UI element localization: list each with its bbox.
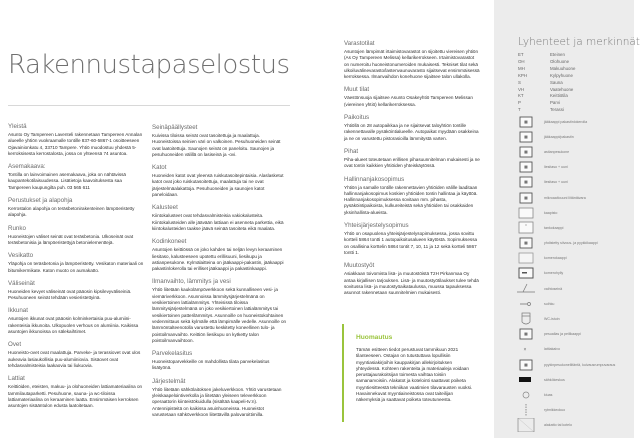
abbreviation-key: KT	[518, 93, 524, 99]
section-heading: Runko	[8, 224, 26, 232]
section-text: Kuivissa tiloissa seinät ovat tasoitettuja ja maalattuja. Huoneistoissa seinien väri on valkoinen. Pesuhuoneiden seinät ovat laatoitettuja. Saunojen seinät on paneloitu. Saunojen ja pesuhuoneiden välillä on lasiseinä ja -ovi.	[152, 133, 281, 157]
section-heading: Katot	[152, 164, 167, 172]
section	[152, 378, 288, 418]
legend-label: astianpesukone	[544, 149, 570, 154]
legend-label: pyykinpesukoneliitäntä, kuivausrumpuvaraus	[544, 362, 616, 367]
legend-item	[516, 175, 615, 190]
section-text: Keittiöiden, eteisten, makuu- ja olohuoneiden lattiamateriaalina on tammilautaparketti. Pesuhuone, sauna- ja wc-tiloissa lattiamateriaalina on keraaminen laatta. Ensimmäisen kerroksen asuntojen sisääntulon edusta laatoitetaan.	[8, 384, 143, 409]
legend-item	[516, 236, 615, 251]
dishwasher-icon	[516, 145, 536, 159]
section-text: Asuntojen lämpimät irtaimistovarastot on sijoitettu viereisen yhtiön (As Oy Tampereen Melissa) kellarikerrokseen. Irtaimistovarastot on numeroitu huoneistonumeroiden mukaisesti. Tekniset tilat sekä ulkoiluvälinevarasto/lastenvaunuvarasto sijaitsevat ensimmäisessä kerroksessa. Ilmanvaihdon konehuone sijaitsee talon ullakolla.	[344, 49, 480, 80]
legend-label: alakatto tai kotelo	[544, 423, 572, 428]
legend-item	[516, 296, 615, 311]
abbreviation-value: Eteinen	[550, 52, 565, 57]
section-heading: Vesikatto	[8, 252, 34, 260]
legend-item	[516, 114, 615, 129]
abbreviation-row	[518, 100, 575, 107]
legend-item	[516, 372, 615, 387]
svg-text:▦: ▦	[524, 194, 528, 200]
section-text: Asuntojen ikkunat ovat pääosin kolminkertaisia puu-alumiini-rakenteisia ikkunoita. Ulkopuolen verhous on alumiinia. Kaikissa asuntojen ikkunoissa on sälekaihtimet.	[8, 316, 139, 335]
legend-item	[516, 357, 615, 372]
legend-label: vaihtoseinä	[544, 286, 563, 291]
fridge-freezer-icon	[516, 115, 536, 129]
page-title: Rakennustapaselostus	[8, 50, 290, 80]
svg-text:▦: ▦	[524, 118, 528, 124]
legend-label: sähkökeskus	[544, 377, 565, 382]
cabinet-icon	[516, 206, 536, 220]
section-text: Yhtiö liitetään kaukolämpöverkkoon sekä kunnalliseen vesi- ja viemäriverkkoon. Asunnoissa lämmitysjärjestelmänä on vesikiertoinen lattialämmitys. Yhteisissä tiloissa lämmitysjärjestelmänä on joko vesikiertoinen lattialämmitys tai vesikiertoinen patterilämmitys. Asunnoille on huoneistokohtainen vedenmittaus sekä kylmälle että lämpimälle vedelle. Asunnoille on lämmöntalteenotolla varustettu keskitetty koneellinen tulo- ja poistoilmanvaihto. Keittiön liesikupu on kytketty talon poistoilmanvaihtoon.	[152, 287, 287, 343]
column-1	[8, 123, 144, 415]
fireplace-icon	[516, 388, 536, 402]
abbreviation-key: ET	[518, 52, 524, 57]
stove-oven-alt-icon	[516, 175, 536, 189]
abbreviation-row	[518, 59, 575, 66]
section	[8, 307, 144, 335]
section-text: Yläpohja on teräsbetonia ja lämpöeristetty. Vesikaton materiaali on bitumikermikate. Katon muoto on aumakatto.	[8, 261, 144, 273]
abbreviation-row	[518, 87, 575, 94]
legend-item	[516, 129, 615, 144]
stove-oven-icon	[516, 160, 536, 174]
legend-label: liesitaso + uuni	[544, 180, 568, 185]
floor-drain-icon	[516, 342, 536, 356]
svg-text:▦: ▦	[524, 240, 528, 246]
abbreviation-key: T	[518, 107, 521, 113]
section-heading: Pihat	[344, 147, 359, 155]
svg-text:▦: ▦	[524, 164, 528, 170]
abbreviation-key: KPH	[518, 72, 528, 78]
legend-label: suihku	[544, 301, 555, 306]
abbreviation-value: Sauna	[550, 79, 563, 85]
legend-label: mikroaaltouuni liitäntävara	[544, 195, 586, 200]
section-heading: Järjestelmät	[152, 377, 186, 385]
svg-text:▦: ▦	[524, 361, 528, 367]
legend-item	[516, 281, 615, 296]
abbreviation-value: Makuuhuone	[550, 65, 576, 71]
svg-text:▦: ▦	[524, 179, 528, 185]
washer-dryer-icon	[516, 236, 536, 250]
legend-item	[516, 220, 615, 235]
title-divider	[8, 105, 290, 106]
section-heading: Kalusteet	[152, 204, 178, 212]
wardrobe-shelf-icon	[516, 266, 536, 280]
legend-item	[516, 418, 615, 433]
lowered-ceiling-icon	[516, 418, 536, 432]
section-heading: Yleistä	[8, 123, 27, 130]
note-text: Tämän esitteen tiedot perustuvat tammikuun 2021 tilanteeseen. Ostajan on tutustuttava lopullisiin myyntiasiakirjoihin kauppakirjan allekirjoituksen yhteydessä. Kohteen rakenteita ja materiaaleja voidaan perustajaurakoitsijan toimesta vaihtaa toisiin samanarvoisiin. Alakatot ja kotelointi saattavat poiketa myyntiesitteestä tekniikan vaatimien tilavarausten vuoksi. Havainnekuvat myyntiaineistossa ovat taiteilijan näkemyksiä ja saattavat poiketa toteutuneesta.	[356, 347, 473, 403]
legend-label: komerohylly	[544, 271, 564, 276]
section	[8, 123, 144, 157]
section	[8, 341, 144, 369]
abbreviation-row	[518, 93, 575, 100]
section	[344, 40, 480, 80]
tall-cabinet-icon	[516, 221, 536, 235]
legend-item	[516, 251, 615, 266]
section-heading: Paikoitus	[344, 114, 370, 122]
abbreviation-key: MH	[518, 65, 525, 71]
abbreviation-value: Parvi	[550, 100, 561, 106]
abbreviation-value: Terassi	[550, 107, 564, 113]
legend-label: liesitaso + uuni	[544, 165, 568, 170]
section-heading: Kodinkoneet	[152, 238, 187, 246]
abbreviation-key: VH	[518, 86, 525, 92]
section-text: Huoneiden kevyet väliseinät ovat pääosin kipsilevyväliseiniä. Pesuhuoneen seinät tehdään vesieristettyinä.	[8, 288, 132, 301]
abbreviation-key: S	[518, 79, 521, 85]
legend-label: lattiakaivo	[544, 347, 560, 352]
section-text: Kiintokalusteet ovat tehdasvalmisteisia vakiokalusteita. Kiintokalusteiden alle jäävään lattiaan ei asenneta parkettia, eikä kiintokalusteiden taakse jäävä seinää tasoiteta eikä maalata.	[152, 213, 284, 231]
legend-label: pesuallas ja peilikaappi	[544, 332, 581, 337]
section-text: Huoneiden katot ovat yleensä ruiskutasoitepintaisia. Alaslasketut katot ovat joko ruiskutasoitettuja, maalattuja tai ne ovat järjestelmäalakattoja. Pesuhuoneiden ja saunojen katot paneloidaan.	[152, 173, 284, 198]
section	[152, 350, 288, 372]
faucet-icon	[516, 297, 536, 311]
section-heading: Perustukset ja alapohja	[8, 197, 73, 205]
section	[152, 278, 288, 344]
section-text: Piha-alueet toteutetaan erillisen pihasuunnitelman mukaisesti ja ne ovat tontin kaikkien yhtiöiden yhteiskäytössä.	[344, 156, 480, 169]
legend-label: komerokaappi	[544, 256, 567, 261]
legend-label: WC-istuin	[544, 317, 560, 322]
legend-item	[516, 266, 615, 281]
legend-item	[516, 342, 615, 357]
laundry-connection-icon	[516, 358, 536, 372]
legend-label: kaapisto	[544, 210, 558, 215]
legend-label: rytmikkeokuo	[544, 408, 566, 413]
section	[344, 86, 480, 108]
legend-item	[516, 311, 615, 326]
abbreviation-row	[518, 80, 575, 87]
section-heading: Muut tilat	[344, 86, 370, 94]
wardrobe-icon	[516, 251, 536, 265]
section-text: Kerrostalon alapohja on teräsbetonirakenteinen lämpöeristetty alapohja.	[8, 206, 135, 218]
abbreviation-list	[518, 52, 575, 114]
drainpipe-icon	[516, 403, 536, 417]
legend-item	[516, 327, 615, 342]
note-box	[342, 324, 474, 422]
abbreviation-value: Keittiötila	[550, 93, 568, 99]
section-text: Yhtiöllä on 28 autopaikkaa ja ne sijaitsevat taloyhtiön tontille rakennettavalle pysäköintialueelle. Autopaikat myydään osakkeina ja ne on varustettu pistorasioilla lämmitystä varten.	[344, 123, 479, 141]
legend-item	[516, 144, 615, 159]
abbreviation-value: Olohuone	[550, 58, 570, 64]
symbol-list	[516, 114, 615, 433]
section	[344, 262, 480, 296]
section	[8, 225, 144, 247]
abbreviation-value: Vaatehuone	[550, 86, 574, 92]
section	[152, 124, 288, 158]
abbreviation-key: P	[518, 100, 521, 106]
legend-item	[516, 190, 615, 205]
section	[8, 163, 144, 191]
section-heading: Yhteisjärjestelysopimus	[344, 222, 409, 230]
svg-text:▦: ▦	[524, 148, 528, 154]
abbreviation-row	[518, 66, 575, 73]
section-text: Yhtiö liitetään sähkölaitoksen jakeluverkkoon. Yhtiö varustetaan yleiskaapelointiverkolla ja liitetään yleiseen televerkkoon operaattorin kiinteistökuidulla (sisältää kaapeli-tv:n). Antennipisteitä on kaikissa asuinhuoneissa. Huoneistot varustetaan sähköverkkoon liitettävillä palovaroittimilla.	[152, 386, 282, 417]
column-2	[152, 124, 288, 424]
section	[152, 238, 288, 272]
abbreviation-row	[518, 52, 575, 59]
section	[8, 252, 144, 274]
section-text: Asiakkaan toivomista lisä- ja muutostöistä T2H Pirkanmaa Oy antaa kirjallisen tarjouksen. Lisä- ja muutostyötilaukset tulee tehdä sovitussa lisä- ja muutostyöaikataulussa, muussa tapauksessa asunnot rakennetaan suunnitelmien mukaisesti.	[344, 271, 479, 296]
abbreviation-row	[518, 73, 575, 80]
legend-label: kiuas	[544, 392, 553, 397]
section-heading: Lattiat	[8, 375, 25, 383]
legend-item	[516, 205, 615, 220]
section-text: Asunto Oy Tampereen Laventeli rakennetaan Tampereen Annalan alueelle yhtiön vuokraamalle tontille 837-60-5867-1 osoitteeseen Ojavainionkatu 4, 33710 Tampere. Yhtiö muodostuu yhdestä 5-kerroksisesta kerrostalosta, jossa on yhteensä 74 asuntoa.	[8, 132, 143, 156]
section	[8, 280, 144, 302]
section	[344, 148, 480, 170]
electric-panel-icon	[516, 373, 536, 387]
section-text: Yhtiön ja samalle tontille rakennettavien yhtiöiden välille laaditaan hallinnanjakosopimus koskien yhtiöiden tontin hallintaa ja käyttöä. Hallinnanjakosopimuksessa sovitaan mm. pihasta, pysäköintipaikoista, kulkureiteistä sekä yhtiöiden tai osakkaiden yksinhallinta-alueista.	[344, 184, 478, 215]
legend-title: Lyhenteet ja merkinnät	[518, 36, 640, 48]
section	[8, 375, 144, 409]
section-heading: Seinäpäällysteet	[152, 124, 198, 131]
legend-item	[516, 387, 615, 402]
fridge-freezer-combo-icon	[516, 130, 536, 144]
section-text: Huoneistoparvekkeille on mahdollista tilata parvekelasitus lisätyönä.	[152, 359, 270, 371]
legend-label: jääkaappi pakastinlokerolla	[544, 119, 588, 124]
section-text: Huoneisto-ovet ovat maalattuja. Parveke- ja terassiovet ovat ulos aukeavia lasiaukollisia puu-alumiiniovia. Sisäovet ovat tehdasvalmisteisia laakaovia tai liukuovia.	[8, 350, 141, 368]
section-heading: Varastotilat	[344, 40, 375, 47]
column-3	[344, 40, 480, 302]
section	[152, 204, 288, 232]
section-heading: Asemakaava:	[8, 163, 46, 171]
section-heading: Parvekelasitus	[152, 350, 193, 358]
abbreviation-value: Kylpyhuone	[550, 72, 573, 78]
section-heading: Muutostyöt	[344, 262, 375, 270]
legend-label: jääkaappi/pakastin	[544, 134, 574, 139]
section-heading: Ovet	[8, 341, 22, 349]
section-text: Tontilla on lainvoimainen asemakaava, joka on nähtävissä kaupantekotilaisuudessa. Lisätietoja kaavoituksesta saa Tampereen kaupungilta puh. 03 565 611	[8, 172, 126, 190]
abbreviation-key: OH	[518, 58, 525, 64]
section-heading: Ikkunat	[8, 307, 28, 315]
legend-label: tankokaappi	[544, 225, 564, 230]
section-text: Huoneistojen väliset seinät ovat teräsbetonia. Ulkoseinät ovat teräsbetonisia ja lämpöeristettyjä betonielementtejä.	[8, 233, 134, 245]
section	[344, 114, 480, 142]
legend-item	[516, 403, 615, 418]
section-heading: Hallinnanjakosopimus	[344, 175, 405, 183]
section-text: Yhtiö on osapuolena yhteisjärjestelysopimuksessa, jossa sovittu kortteli 5864 tontti 1 autopaikoitusalueen käytöstä. Sopimuksessa on osallisina korttelin 5864 tontit 7, 10, 11 ja 12 sekä kortteli 5867 tontti 1.	[344, 231, 478, 255]
microwave-icon	[516, 191, 536, 205]
svg-text:×: ×	[523, 347, 527, 354]
washbasin-icon	[516, 327, 536, 341]
section-text: Asuntojen keittiössä on joko kahden tai neljän levyn keraaminen liesitaso, kalusteeseen upotettu erillisuuni, liesikupu ja astianpesukone. Kylmälaitteina on jääkaappi-pakastin, jääkaappi pakastinlokerolla tai erilliset jääkaappi ja pakastinkaappi.	[152, 247, 284, 272]
legend-sidebar	[494, 0, 640, 438]
toilet-icon	[516, 312, 536, 326]
sliding-door-icon	[516, 282, 536, 296]
section	[344, 222, 480, 256]
section	[8, 197, 144, 219]
section-text: Väestönsuoja sijaitsee Asunto Osakeyhtiö Tampereen Melissan (viereinen yhtiö) kellarikerroksessa.	[344, 95, 473, 107]
svg-text:▦: ▦	[524, 331, 528, 337]
legend-label: yhdistetty siivous- ja pyykkikaappi	[544, 241, 598, 246]
legend-item	[516, 160, 615, 175]
section-heading: Väliseinät	[8, 279, 35, 287]
section	[344, 176, 480, 216]
svg-text:▦: ▦	[524, 133, 528, 139]
section	[152, 164, 288, 198]
note-heading: Huomautus	[356, 334, 393, 341]
section-heading: Ilmanvaihto, lämmitys ja vesi	[152, 278, 231, 286]
